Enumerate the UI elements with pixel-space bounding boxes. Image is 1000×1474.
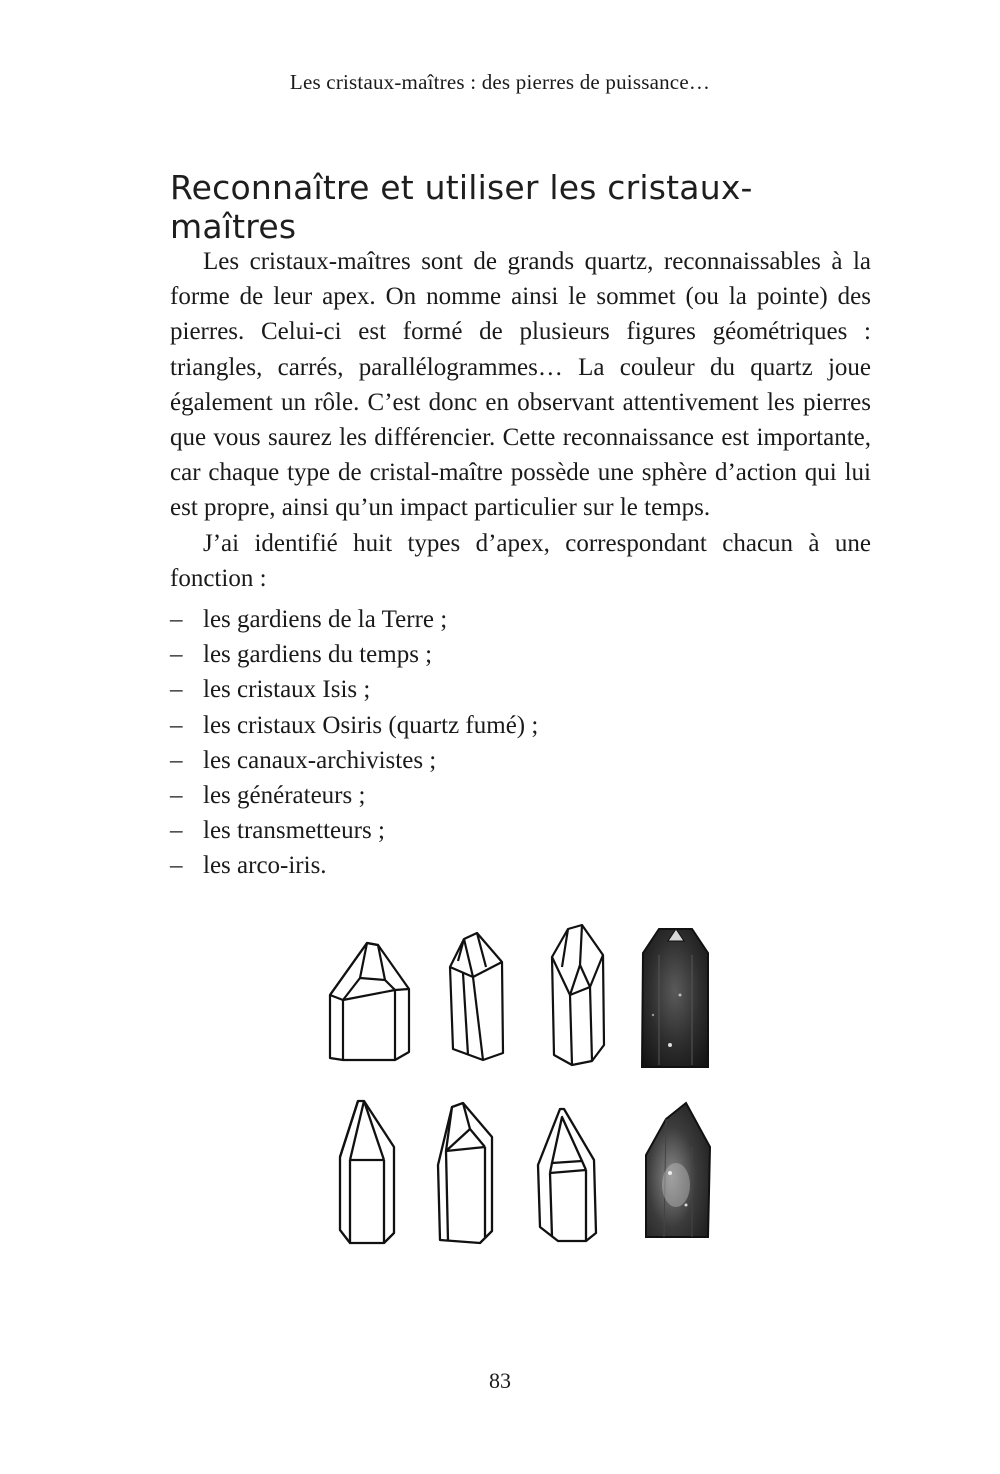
smoky-crystal-drawing [646,1103,710,1237]
list-item [170,848,871,883]
list-item-text: les arco-iris. [203,852,327,880]
body-text [170,244,871,596]
list-item [170,672,871,707]
section-title: Reconnaître et utiliser les cristaux-maîtres [170,168,753,246]
list-dash: – [170,711,183,739]
list-dash: – [170,676,183,704]
list-item-text: les canaux-archivistes ; [203,746,437,774]
list-dash: – [170,641,183,669]
paragraph: J’ai identifié huit types d’apex, correspondant chacun à une fonction : [170,529,871,592]
list-item-text: les générateurs ; [203,782,366,810]
list-item [170,602,871,637]
crystal-drawing [340,1101,394,1243]
crystal-drawing [450,933,503,1060]
list-item [170,637,871,672]
list-dash: – [170,852,183,880]
list-dash: – [170,817,183,845]
list-item-text: les cristaux Isis ; [203,676,371,704]
crystal-illustrations [320,915,720,1255]
smoky-crystal-drawing [642,929,708,1067]
running-head: Les cristaux-maîtres : des pierres de puissance… [289,70,711,94]
list-dash: – [170,746,183,774]
crystal-drawing [330,943,409,1060]
crystal-drawing [438,1103,492,1243]
list-item [170,813,871,848]
list-item [170,743,871,778]
apex-type-list [170,602,871,884]
list-item-text: les gardiens de la Terre ; [203,606,448,633]
crystal-drawing [552,925,604,1065]
list-item [170,778,871,813]
list-dash: – [170,782,183,810]
list-item-text: les transmetteurs ; [203,817,385,845]
paragraph: Les cristaux-maîtres sont de grands quartz, reconnaissables à la forme de leur apex. On nomme ainsi le sommet (ou la pointe) des pierres. Celui-ci est formé de plusieurs figures géométriques : triangles, carrés, parallélogrammes… La couleur du quartz joue également un rôle. C’est donc en observant attentivement les pierres que vous saurez les différencier. Cette reconnaissance est importante, car chaque type de cristal-maître possède une sphère d’action qui lui est propre, ainsi qu’un impact particulier sur le temps. [170,248,871,522]
page-number: 83 [489,1368,511,1393]
list-item-text: les gardiens du temps ; [203,641,433,669]
list-item-text: les cristaux Osiris (quartz fumé) ; [203,711,539,739]
list-dash: – [170,606,183,633]
list-item [170,708,871,743]
crystal-drawing [538,1109,596,1241]
